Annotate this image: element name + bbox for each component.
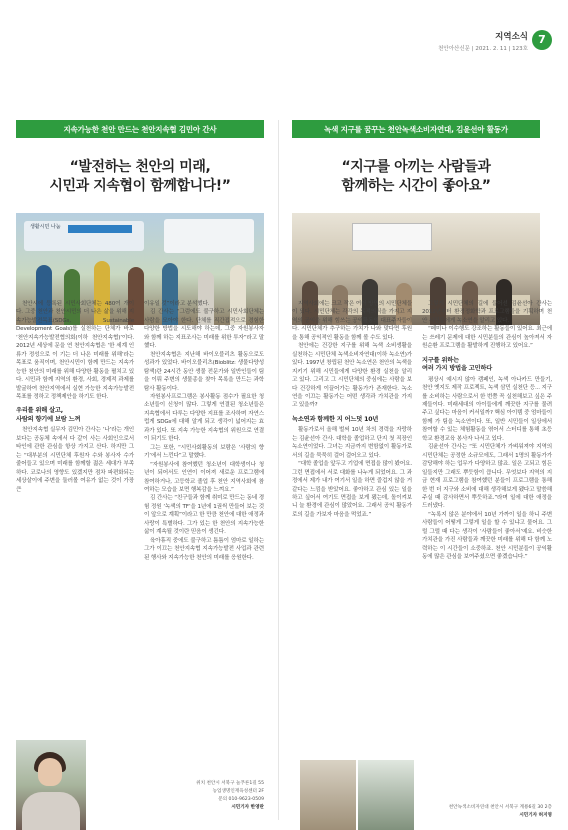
subhead-line: 우리를 위해 살고, [16,407,63,415]
right-signature [422,804,552,820]
paragraph: 김 간사는 “친구들과 함께 취미로 만드는 동네 경험 정원 ‘녹색의 TF’을 1년에 1권씩 만들어 보는 것이 앞으로 계획”이라고 한 만큼 천안에 대한 애정과 사랑이 특별하다. 그가 있는 한 천안의 지속가능한 삶이 계속될 것이란 믿음이 생긴다. [144,495,264,536]
portrait-body [22,792,80,830]
paragraph: “대학 졸업을 앞두고 기업에 면접을 많이 봤어요. 그런 면접에서 서로 대화를 나누게 되었어요. 그 과정에서 제가 내가 여기서 일을 하면 즐겁지 않을 거 같다는 느낌을 받았어요. 좋아하고 관심 있는 일을 하고 싶어서 여기도 면접을 보게 됐는데, 돌이켜보니 늘 환경에 관심이 많았어요. 그래서 공익 활동가로의 길을 가보자 마음을 먹었죠.” [292,461,412,518]
page-header [0,0,568,62]
article-right [292,120,540,325]
paragraph: 육아휴직 중에도 불구하고 틈틈이 엄마로 일하는 그가 이끄는 천안지속협 지속가능발전 사업과 관련된 행사와 지속가능한 천안의 미래를 응원한다. [144,537,264,561]
activity-photo-1 [300,760,356,830]
paragraph: 김윤선아 간사는 “또 시민단체가 가벼워져야 지역의 시민단체는 공정한 소규모에도, 그래서 1명의 활동가가 감당해야 하는 업무가 다양하고 많죠. 일은 고되고 힘든 일들지만 그래도 뿌듯함이 큽니다. 무엇보다 지역의 지금 현재 프로그램을 참여했던 분들이 프로그램을 통해 한 번 더 지구와 소비에 대해 생각해보게 됐다고 말씀해주실 때 감사하면서 뿌듯하죠.”라며 일에 대한 애정을 드러냈다. [422,444,552,510]
sig-line: 문의 010-9623-0509 [218,797,264,802]
paragraph: 활동가로서 올해 벌써 10년 차의 경력을 자랑하는 김윤선아 간사. 대학을 졸업하고 단지 첫 직장인 녹소연이었다. 그녀는 지금까지 변함없이 활동가로서의 길을 묵묵히 걸어 걸어오고 있다. [292,427,412,459]
reporter-name: 시민기자 한영란 [231,805,264,810]
paragraph: 그는 또한, “시민사회활동의 보람은 ‘사람의 향기’에서 느낀다”고 말했다. [144,444,264,460]
right-col2-text [422,300,552,562]
photo-banner-text: 생활시민 나눔 [30,224,61,230]
portrait-face [38,758,62,786]
tent-banner [68,225,132,233]
headline-left-line1: “발전하는 천안의 미래, [69,159,211,175]
paragraph: 천안에는 건강한 지구를 위해 녹색 소비생활을 실천하는 시민단체 녹색소비자연대(이하 녹소연)가 있다. 1997년 창립된 천안 녹소연은 천안의 녹색을 지키기 위해 시민들에게 다양한 환경 실천을 알리고 있다. 그리고 그 시민단체의 중심에는 사람을 보다 건강하게 이끌어가는 활동가가 존재한다. 녹소연을 이끄는 활동가는 어떤 생각과 가치관을 가지고 있을까? [292,343,412,409]
section-name: 지역소식 [495,32,528,42]
paragraph: “자원봉사에 참여했던 청소년이 대학생이나 청년이 되어서도 인연이 이어져 새로운 프로그램에 참여하거나, 고등학교 졸업 후 천안 지역사회에 참여하는 모습을 보면 행복감을 느껴요.” [144,461,264,493]
sig-line: 농업생명인재육성센터 2F [212,789,264,794]
issue-line: 천안아산신문 | 2021. 2. 11 | 123호 [438,46,528,52]
paragraph: 이유일 것”이라고 분석했다. [144,301,210,307]
sig-line: 천안녹색소비자연대 천안시 서북구 계룡6길 30 2층 [448,805,552,810]
header-info [438,30,528,52]
headline-right-line1: “지구를 아끼는 사람들과 [341,159,491,175]
paragraph: 천안시에 등록된 시민사회단체는 480여 개이다. 그중 천안과 천안시민의 더 나은 삶을 위해 지속가능발전목표(SDGs, Sustainable Development Goals)를 실천하는 단체가 바로 ‘천안지속가능발전협의회(이하 천안지속협)’이다. 2012년 세상에 문을 연 천안지속협은 ‘한 세계 인류가 정성으로 이 기는 더 나은 미래를 위해’라는 목표로 움직이며, 천안시민이 함께 만드는 지속가능한 천안의 미래를 위해 다양한 활동을 펼치고 있다. 시민과 함께 지역의 환경, 사회, 경제적 과제를 발굴하여 천안지역에서 실현 가능한 지속가능발전 목표를 정하고 정책제안을 하기도 한다. [16,301,134,400]
reporter-name: 시민기자 허지영 [519,813,552,818]
paragraph: 지역사회에는 크고 작은 여러 방면의 시민단체들이 있다. 시민단체는 각각의 목적의식을 가지고 지역의 공익을 위해 힘쓰는 공익활동의 대표주자들이다. 시민단체가 추구하는 가치가 나와 맞다면 후원을 통해 공익적인 활동을 함께 볼 수도 있다. [292,301,412,341]
paragraph: 김 간사는 “그럼에도 불구하고 시민사회단체는 사람을 모아야 한다. 단체를 직간접적으로 경험한 다양한 방법을 시도해야 하는데, 그중 자원봉사자와 함께 하는 지표조사는 미래를 위한 투자”라고 말했다. [144,309,264,350]
subhead [422,357,552,374]
presentation-board [352,223,432,251]
subhead [16,407,134,424]
paragraph: “녹록지 않은 분야에서 10년 가까이 일을 하니 주변 사람들이 어떻게 그렇게 일을 할 수 있냐고 물어요. 그럴 그럴 때 다는 생각이 ‘사람들이 좋아서’예요. 비슷한 가치관을 가진 사람들과 깨끗한 미래를 위해 다 함께 노력하는 이 시간들이 소중하죠. 천안 시민분들이 공익활동에 많은 관심을 보여주셨으면 좋겠습니다.” [422,511,552,561]
tent-shape-2 [164,219,254,253]
activity-photo-2 [358,760,414,830]
paragraph: 천안지속협은 지난해 바이오블리츠 활동으로도 성과가 있었다. 바이오블리츠(Bioblitz: 생물다양성탐색)란 24시간 동안 생물 전문가와 일반인들이 팀을 이뤄 주변의 생물종을 찾아 목록을 만드는 과학탐사 활동이다. [144,351,264,392]
headline-left-line2: 시민과 지속협이 함께합니다!” [49,178,231,194]
section-bar-left: 지속가능한 천안 만드는 천안지속협 김민아 간사 [16,120,264,138]
subhead-line: 여러 가지 방법을 고민하다 [422,365,493,373]
left-signature [144,780,264,812]
paragraph: 천안지속협 실무자 김민아 간사는 ‘나’라는 개인보다는 공동체 속에서 다 같이 사는 사회인으로서 타인에 관한 관심을 항상 가지고 산다. 하지만 그는 “대부분의 시민단체 후원자 수와 봉사자 수가 줄어들고 있으며 미래를 함께할 젊은 세대가 부족하다. 코로나의 영향도 있겠지만 점차 파편화되는 세상살이에 주변을 둘러볼 여유가 없는 것이 가장 큰 [16,427,134,493]
headline-right [292,158,540,196]
left-col2-text [144,300,264,562]
paragraph: 평상시 예시지 않아 캠페인, 녹색 아나카드 만들기, 천안 옛지도 제작 프로젝트, 녹색 삼민 실천단 등... 지구를 소비하는 사람으로서 한 번쯤 꼭 실천해보고 싶은 주제들이다. 미래세대의 아이들에게 깨끗한 지구를 물려주고 싶다는 마음이 커서일까? 핵심 아이템 중 엄마들이 함께 가 팀을 녹소연이다. 또, 일반 시민들이 일상에서 참여할 수 있는 체험활동을 엮어서 스터디를 통해 초등학교 환경교육 봉사자 나서고 있다. [422,376,552,442]
section-bar-right: 녹색 지구를 꿈꾸는 천안녹색소비자연대, 김윤선아 활동가 [292,120,540,138]
headline-right-line2: 함께하는 시간이 좋아요” [341,178,491,194]
page-number-badge: 7 [532,30,552,50]
paragraph: 자원봉사프로그램은 봉사활동 점수가 필요한 청소년들이 신청이 많다. 그렇게 연결된 청소년들은 지속협에서 다루는 다양한 지표를 조사하며 자연스럽게 SDGs에 대해 알게 되고 생각이 넓어지는 효과가 있다. 또 지속 가능한 지속협의 위원으로 연결이 되기도 한다. [144,393,264,443]
paragraph: 그렇게 시민단체의 길에 들어선 김윤선아 간사는 2012년부터 환경정화학과 프로그램들을 기획하며 천안 시민들에게 녹소연을 알리고 있다. [422,301,552,324]
paragraph: “페미나 이수행도 강조하는 활동들이 있어요. 최근에는 쓰레기 문제에 대한 시민분들의 관심이 높아져서 자원순환 프로그램을 활발하게 진행하고 있어요.” [422,326,552,350]
subhead-line: 지구를 위하는 [422,356,459,364]
column-divider [278,120,279,820]
right-col1-text [292,300,412,519]
subhead-line: 사람의 향기에 보람 느껴 [16,415,81,423]
article-left [16,120,264,325]
portrait-photo [16,740,86,830]
left-col1-text [16,300,134,494]
sig-line: 위치 천안시 서북구 늘푸른1길 55 [196,781,264,786]
headline-left [16,158,264,196]
subhead: 녹소연과 함께한 지 어느덧 10년 [292,415,379,423]
